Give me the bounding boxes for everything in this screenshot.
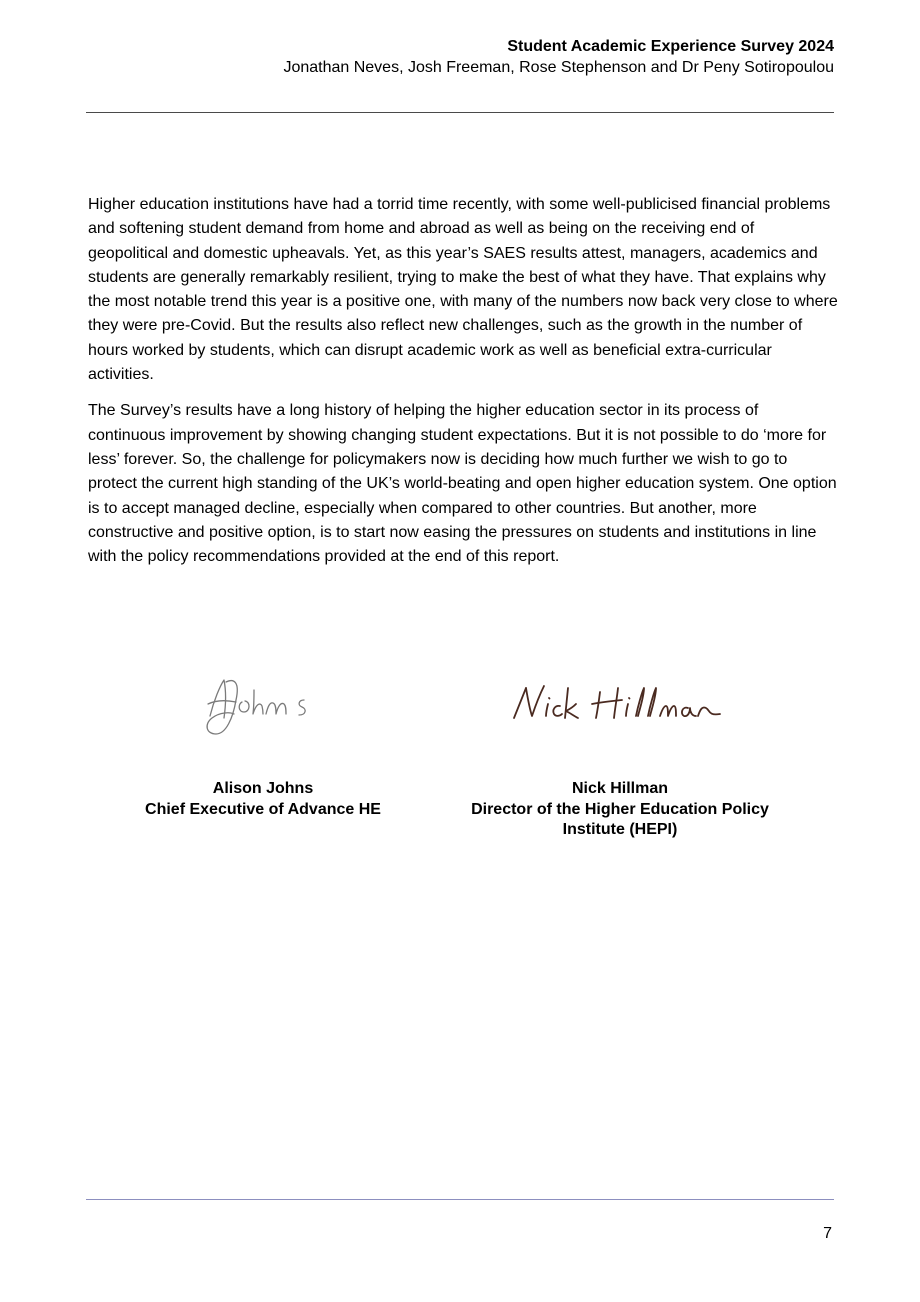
paragraph: Higher education institutions have had a torrid time recently, with some well-publicised financial problems and softening student demand from home and abroad as well as being on the receiving end of geopolitical and domestic upheavals. Yet, as this year’s SAES results attest, managers, academics and students are generally remarkably resilient, trying to make the best of what they have. That explains why the most notable trend this year is a positive one, with many of the numbers now back very close to where they were pre-Covid. But the results also reflect new challenges, such as the growth in the number of hours worked by students, which can disrupt academic work as well as beneficial extra-curricular activities. [88, 196, 838, 384]
header-divider [86, 112, 834, 113]
signature-block-nick-hillman [440, 670, 800, 841]
handwritten-signature-icon [196, 670, 336, 748]
signatory-role: Chief Executive of Advance HE [145, 800, 381, 818]
handwritten-signature-icon [510, 678, 730, 738]
signatory-name: Nick Hillman [571, 780, 669, 797]
paragraph: The Survey’s results have a long history of helping the higher education sector in its process of continuous improvement by showing changing student expectations. But it is not possible to do ‘more for less’ forever. So, the challenge for policymakers now is deciding how much further we wish to go to protect the current high standing of the UK’s world-beating and open higher education system. One option is to accept managed decline, especially when compared to other countries. But another, more constructive and positive option, is to start now easing the pressures on students and institutions in line with the policy recommendations provided at the end of this report. [88, 402, 837, 566]
report-authors: Jonathan Neves, Josh Freeman, Rose Stephenson and Dr Peny Sotiropoulou [283, 59, 834, 76]
signatory-name: Alison Johns [212, 780, 314, 797]
page-number: 7 [823, 1225, 832, 1242]
page-header [283, 36, 834, 78]
report-title: Student Academic Experience Survey 2024 [507, 38, 834, 55]
footer-divider [86, 1199, 834, 1200]
signature-alison-johns [108, 670, 418, 748]
signature-nick-hillman [440, 670, 800, 748]
signatory-role: Director of the Higher Education Policy Institute (HEPI) [471, 800, 769, 838]
foreword-body [88, 193, 838, 581]
signature-block-alison-johns [108, 670, 418, 820]
